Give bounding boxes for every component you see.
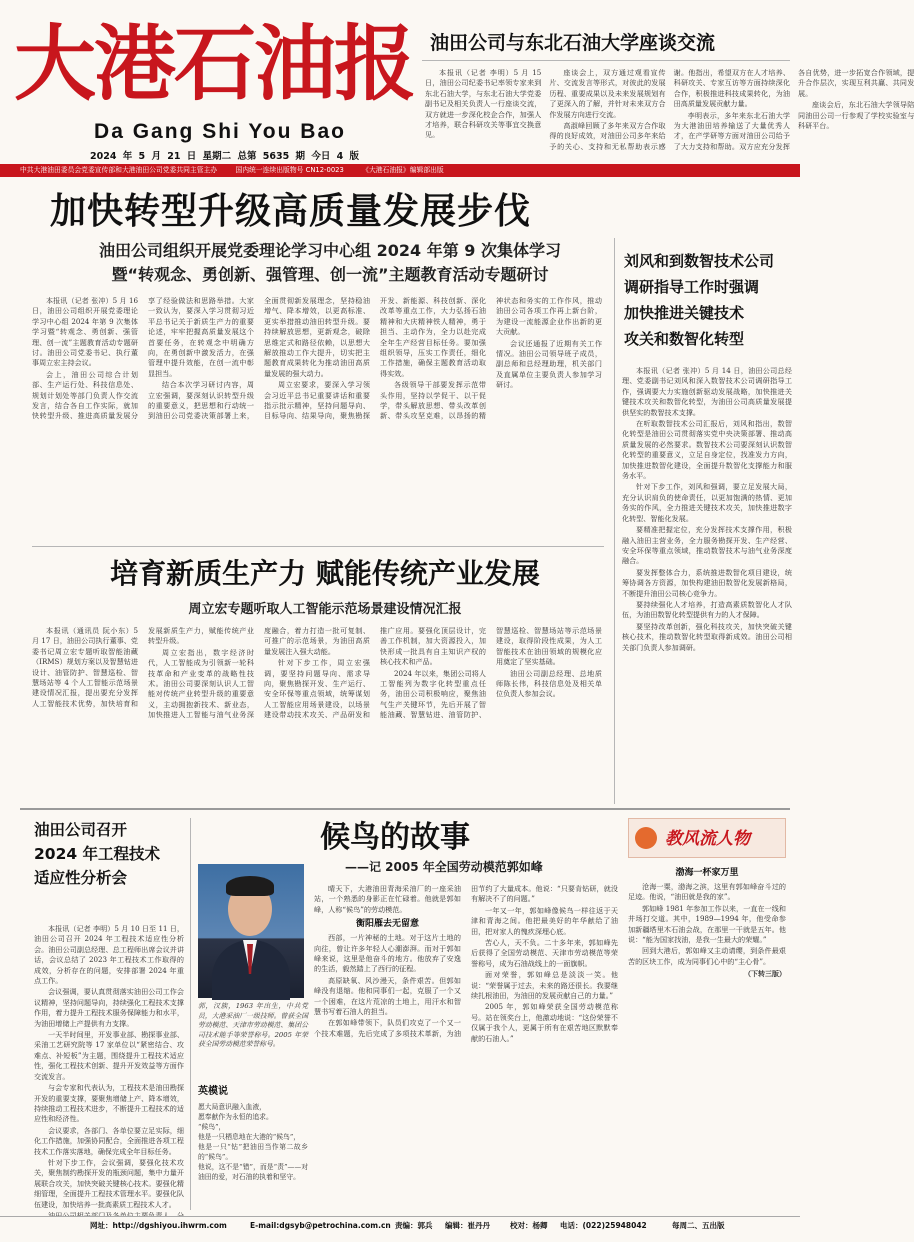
issue-number: 总第 5635 期 [237, 151, 306, 162]
footer-layout: 编辑：崔丹丹 [445, 1221, 490, 1230]
feature-col3-p: 沧海一粟，渤海之滨，这里有郭如峰奋斗过的足迹。他说，“油田就是我的家”。 [628, 882, 786, 902]
left-story-p: 会议要求，各部门、各单位要立足实际，细化工作措施，加强协同配合，全面推进各项工程技术工作落实落地，确保完成全年目标任务。 [34, 1125, 184, 1156]
ad-box [628, 818, 786, 858]
feature-p: 2005 年，郭如峰荣获全国劳动模范称号。站在领奖台上，他激动地说：“这份荣誉不仅属于我个人，更属于所有在艰苦地区默默奉献的石油人。” [471, 1002, 618, 1043]
sidebar-story-p: 要坚持改革创新，强化科技攻关，加快突破关键核心技术，推动数智化转型取得新成效。油田公司相关部门负责人参加调研。 [622, 621, 792, 652]
main-subheadline-2: 暨“转观念、勇创新、强管理、创一流”主题教育活动专题研讨 [111, 265, 549, 284]
photo-caption: 郭，汉族，1963 年出生，中共党员，大港采油厂一级技师。曾获全国劳动模范、天津市劳动模范、集团公司技术能手等荣誉称号。2005 年荣获全国劳动模范荣誉称号。 [198, 1002, 308, 1049]
feature-section-title: 衡阳雁去无留意 [355, 919, 419, 930]
sidebar-headline-line: 加快推进关键技术 [624, 304, 745, 322]
poem-line: 愿大局意识融入血液， [198, 1103, 266, 1111]
feature-p: 在郭如峰带领下，队员们攻克了一个又一个技术难题，先后完成了多项技术革新，为油田节约了大量成本。他说：“只要肯钻研，就没有解决不了的问题。” [314, 884, 618, 1038]
left-story-p: 针对下步工作，会议强调，要强化技术攻关，聚焦制约勘探开发的瓶颈问题，集中力量开展联合攻关，加快突破关键核心技术。要强化精细管理，全面提升工程技术管理水平。要强化队伍建设，加快培养一批高素质工程技术人才。 [34, 1157, 184, 1209]
feature-subheadline: ——记 2005 年全国劳动模范郭如峰 [345, 860, 543, 874]
left-story-p: 与会专家和代表认为，工程技术是油田勘探开发的重要支撑，要聚焦增储上产、降本增效，持续推动工程技术进步，不断提升工程技术的适应性和经济性。 [34, 1083, 184, 1124]
issue-weekday: 星期二 [202, 151, 232, 162]
sidebar-story-p: 要精准把握定位，充分发挥技术支撑作用，积极融入油田主营业务，全力服务勘探开发、生产经营、安全环保等重点领域，推动数智技术与油气业务深度融合。 [622, 525, 792, 566]
top-story-body [425, 68, 914, 158]
publisher-bar: 中共大港油田委员会党委宣传部和大港油田公司党委共同主管主办 国内统一连续出版物号 CN12-0023 《大港石油报》编辑部出版 [0, 164, 800, 177]
feature-col3-section: 渤海一杯家万里 [675, 868, 739, 878]
poem-line: 他是一只“钻”把油田当作第二故乡的“候鸟”。 [198, 1143, 308, 1161]
ad-box-text: 教风流人物 [665, 829, 750, 849]
main-story-p: 各级领导干部要发挥示范带头作用，坚持以学促干、以干促学，带头解放思想、带头改革创新、带头攻坚克难，以昂扬的精神状态和务实的工作作风，推动油田公司各项工作再上新台阶，为建设一流能源企业作出新的更大贡献。 [380, 296, 602, 421]
top-story-p: 座谈会上，双方通过观看宣传片、交流发言等形式，对彼此的发展历程、重要成果以及未来发展规划有了更深入的了解，并针对未来双方合作发展方向进行交流。 [549, 68, 666, 119]
sidebar-story-p: 要持续强化人才培养，打造高素质数智化人才队伍，为油田数智化转型提供有力的人才保障。 [622, 599, 792, 620]
feature-p: 苦心人，天不负。二十多年来，郭如峰先后获得了全国劳动模范、天津市劳动模范等荣誉称号，成为石油战线上的一面旗帜。 [471, 938, 618, 968]
second-story-body [32, 626, 602, 802]
feature-body [314, 884, 618, 1210]
top-story-p: 座谈会后，东北石油大学领导陪同油田公司一行参观了学校实验室与科研平台。 [797, 100, 914, 131]
main-story-p: 会议还通报了近期有关工作情况。油田公司领导班子成员，副总师和总经理助理，机关部门及直属单位主要负责人参加学习研讨。 [496, 338, 602, 390]
second-story-p: 本报讯（通讯员 阮小东）5 月 17 日，油田公司执行董事、党委书记周立宏专题听取智能油藏（IRMS）规划方案以及智慧钻进设计、油管防护、智慧巡检、智慧场站等 4 个人工智能示范场景建设情况汇报，提出要充分发挥人工智能技术优势，加快培育和发展新质生产力，赋能传统产业转型升级。 [32, 626, 254, 708]
masthead-info [90, 148, 410, 164]
footer-phone: 电话：(022)25948042 [560, 1221, 647, 1230]
left-story-p: 会议强调，要认真贯彻落实油田公司工作会议精神，坚持问题导向，持续强化工程技术支撑作用，着力提升工程技术服务保障能力和水平，为油田增储上产提供有力支撑。 [34, 987, 184, 1028]
feature-headline: 候鸟的故事 [320, 820, 470, 855]
feature-col3-p: 郭如峰 1981 年参加工作以来，一直在一线和井场打交道。其中，1989—1994 年，他受命参加新疆塔里木石油会战，在那里一干就是五年。他说：“能为国家找油，是我一生最大的荣耀。” [628, 903, 786, 945]
portrait-photo [198, 864, 304, 998]
footer-bar [0, 1216, 800, 1234]
feature-col3 [628, 864, 786, 1210]
poem-line: 他是一只栖息地在大港的“候鸟”， [198, 1133, 301, 1141]
footer-website[interactable]: 网址：http://dgshiyou.ihwrm.com [90, 1221, 227, 1230]
masthead-pinyin: Da Gang Shi You Bao [94, 120, 346, 143]
second-subheadline: 周立宏专题听取人工智能示范场景建设情况汇报 [188, 602, 462, 617]
second-story-p: 针对下步工作，周立宏强调，要坚持问题导向、需求导向，聚焦勘探开发、生产运行、安全环保等重点领域，统筹谋划人工智能应用场景建设，以场景建设带动技术攻关、产品研发和推广应用。要强化顶层设计，完善工作机制，加大资源投入，加快形成一批具有自主知识产权的核心技术和产品。 [264, 626, 486, 720]
footer-editor: 责编：郭兵 [395, 1221, 433, 1230]
main-subheadline: 油田公司组织开展党委理论学习中心组 2024 年第 9 次集体学习 [99, 241, 561, 260]
issue-date: 2024 年 5 月 21 日 [90, 151, 197, 162]
top-story-p: 本报讯（记者 李明）5 月 15 日，油田公司纪委书记率领专家来到东北石油大学，与东北石油大学党委副书记及相关负责人一行座谈交流，双方就进一步深化校企合作，加强人才培养，联合科研攻关等事宜交换意见。 [425, 68, 542, 140]
feature-col3-p: 回到大港后，郭如峰又主动请缨，到条件最艰苦的区块工作，成为同事们心中的“主心骨”。 [628, 946, 786, 966]
feature-p: 晴天下，大港油田青海采油厂的一座采油站，一个熟悉的身影正在忙碌着。他就是郭如峰，人称“候鸟”的劳动模范。 [314, 884, 461, 914]
second-headline: 培育新质生产力 赋能传统产业发展 [110, 557, 540, 590]
feature-p: 西部，一片神秘的土地。对于这片土地的向往，曾让许多年轻人心潮澎湃。而对于郭如峰来说，这里是他奋斗的地方。他放弃了安逸的生活，毅然踏上了西行的征程。 [314, 933, 461, 974]
continue-note: （下转三版） [744, 970, 786, 979]
sidebar-story-p: 在听取数智技术公司汇报后，刘风和指出，数智化转型是油田公司贯彻落实党中央决策部署、推动高质量发展的必然要求。数智技术公司要深刻认识数智化转型的重要意义，立足自身定位，找准发力方向，加快推进数智化建设，全面提升数智化支撑能力和服务水平。 [622, 419, 792, 481]
sidebar-story-p: 本报讯（记者 张冲）5 月 14 日，油田公司总经理、党委副书记刘风和深入数智技术公司调研指导工作，强调要大力实施创新驱动发展战略，加快推进关键技术攻关和数智化转型，为油田公司高质量发展提供坚实的数智技术支撑。 [622, 366, 792, 417]
top-story-p: 高淑峰回顾了多年来双方合作取得的良好成效，对油田公司多年来给予的关心、支持和无私帮助表示感谢。他指出，希望双方在人才培养、科研攻关、专家互访等方面持续深化合作，积极推进科技成果转化，为油田高质量发展贡献力量。 [549, 68, 790, 151]
second-story-p: 2024 年以来，集团公司将人工智能列为数字化转型重点任务，油田公司积极响应，聚焦油气生产关键环节，先后开展了智能油藏、智慧钻进、油管防护、智慧巡检、智慧场站等示范场景建设，取得阶段性成果，为人工智能技术在油田领域的规模化应用奠定了坚实基础。 [380, 626, 602, 720]
main-story-p: 会上，油田公司综合计划部、生产运行处、科技信息处、规划计划处等部门负责人作交流发言，结合各自工作实际，就加快转型升级、推进高质量发展分享了经验做法和思路举措。大家一致认为，要深入学习贯彻习近平总书记关于新质生产力的重要论述，牢牢把握高质量发展这个首要任务，在转观念中明确方向，在勇创新中激发活力，在强管理中提升效能，在创一流中彰显担当。 [32, 296, 254, 421]
poem-line: 愿奉献作为永恒的追求。 [198, 1113, 273, 1121]
left-story-p: 本报讯（记者 李明）5 月 10 日至 11 日，油田公司召开 2024 年工程技术适应性分析会。油田公司副总经理、总工程师出席会议并讲话，会议总结了 2023 年工程技术工作取得的成效，分析存在的问题，安排部署 2024 年重点工作。 [34, 924, 184, 986]
left-story-body [34, 924, 184, 1210]
left-headline-line: 适应性分析会 [34, 869, 128, 887]
main-story-body [32, 296, 602, 540]
left-story-p: 一天半时间里，开发事业部、勘探事业部、采油工艺研究院等 17 家单位以“紧密结合、攻难点、补短板”为主题，围绕提升工程技术适应性，强化工程技术创新、提升开发效益等方面作交流发言。 [34, 1030, 184, 1081]
feature-p: 面对荣誉，郭如峰总是淡淡一笑。他说：“荣誉属于过去，未来的路还很长。我要继续扎根油田，为油田的发展贡献自己的力量。” [471, 970, 618, 1001]
poem-line: 他说，这不是“错”，而是“责”——对油田的爱，对石油的执着和坚守。 [198, 1163, 308, 1181]
left-headline-line: 2024 年工程技术 [34, 845, 161, 863]
left-headline-line: 油田公司召开 [34, 821, 128, 839]
main-story-p: 周立宏要求，要深入学习领会习近平总书记重要讲话和重要指示批示精神，坚持问题导向、目标导向、结果导向，聚焦勘探开发、新能源、科技创新、深化改革等重点工作，大力弘扬石油精神和大庆精神铁人精神，勇于担当、主动作为，全力以赴完成全年生产经营目标任务。要加强组织领导，压实工作责任，细化工作措施，确保主题教育活动取得实效。 [264, 296, 486, 421]
sidebar-story-p: 针对下步工作，刘风和强调，要立足发展大局，充分认识肩负的使命责任，以更加饱满的热情、更加务实的作风，全力推进关键技术攻关，加快推进数字化转型、智能化发展。 [622, 482, 792, 523]
second-story-p: 周立宏指出，数字经济时代，人工智能成为引领新一轮科技革命和产业变革的战略性技术。油田公司要深刻认识人工智能对传统产业转型升级的重要意义，主动拥抱新技术、新业态，加快推进人工智能与油气业务深度融合，着力打造一批可复制、可推广的示范场景，为油田高质量发展注入强大动能。 [148, 626, 370, 720]
footer-email[interactable]: E-mail:dgsyb@petrochina.com.cn [250, 1221, 391, 1230]
main-story-p: 本报讯（记者 张冲）5 月 16 日，油田公司组织开展党委理论学习中心组 2024 年第 9 次集体学习暨“转观念、勇创新、强管理、创一流”主题教育活动专题研讨。油田公司党委书记、执行董事周立宏主持会议。 [32, 296, 138, 368]
sidebar-headline-line: 攻关和数智化转型 [624, 330, 745, 348]
sidebar-story-body [622, 366, 792, 802]
poem-title: 英模说 [198, 1086, 228, 1097]
footer-frequency: 每周二、五出版 [672, 1221, 725, 1230]
top-story-headline: 油田公司与东北石油大学座谈交流 [430, 32, 716, 54]
feature-p: 一年又一年，郭如峰像候鸟一样往返于天津和青海之间。他把最美好的年华献给了油田，把对家人的愧疚深埋心底。 [471, 905, 618, 936]
left-headline [34, 818, 184, 914]
footer-proof: 校对：杨卿 [510, 1221, 548, 1230]
sidebar-headline-line: 调研指导工作时强调 [624, 278, 760, 296]
poem-body [198, 1102, 308, 1210]
masthead-title: 大港石油报 [14, 16, 415, 112]
feature-p: 高原缺氧、风沙漫天，条件艰苦。但郭如峰没有退缩。他和同事们一起，克服了一个又一个困难，在这片荒凉的土地上，用汗水和智慧书写着石油人的担当。 [314, 975, 461, 1017]
sidebar-story-p: 要发挥整体合力，系统推进数智化项目建设，统筹协调各方资源，加快构建油田数智化发展新格局，不断提升油田公司核心竞争力。 [622, 567, 792, 598]
poem-line: “候鸟”， [198, 1123, 226, 1131]
sidebar-headline-line: 刘风和到数智技术公司 [624, 252, 775, 270]
sidebar-headline [624, 248, 794, 356]
main-story-p: 结合本次学习研讨内容，周立宏强调，要深刻认识转型升级的重要意义，把思想和行动统一到油田公司党委决策部署上来，全面贯彻新发展理念，坚持稳油增气、降本增效，以更高标准、更实举措推动油田转型升级。要持续解放思想，更新观念，破除思维定式和路径依赖，以思想大解放推动工作大提升，切实把主题教育成果转化为推动油田高质量发展的强大动力。 [148, 296, 370, 421]
top-story-p: 李明表示，多年来东北石油大学为大港油田培养输送了大量优秀人才，在产学研等方面对油田公司给予了大力支持和帮助。双方应充分发挥各自优势，进一步拓宽合作领域，提升合作层次，实现互利共赢、共同发展。 [673, 68, 914, 151]
issue-pages: 今日 4 版 [311, 151, 360, 162]
main-headline: 加快转型升级高质量发展步伐 [50, 191, 532, 232]
second-story-p: 油田公司副总经理、总地质师陈长伟，科技信息处及相关单位负责人参加会议。 [496, 668, 602, 699]
